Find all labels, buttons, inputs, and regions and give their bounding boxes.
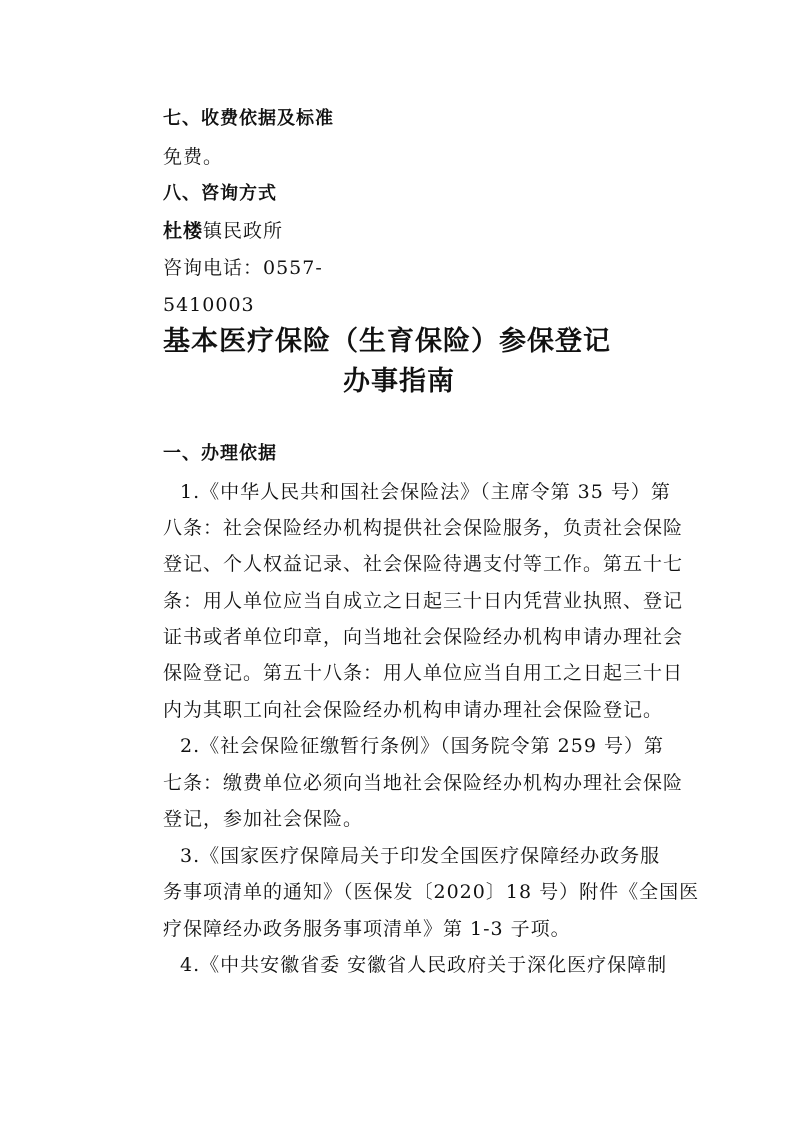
basis-item-1-line: 条：用人单位应当自成立之日起三十日内凭营业执照、登记 xyxy=(163,590,684,612)
basis-item-1-line: 1.《中华人民共和国社会保险法》（主席令第 35 号）第 xyxy=(180,481,671,503)
consult-org xyxy=(163,220,283,242)
basis-item-2-line: 登记，参加社会保险。 xyxy=(163,808,364,830)
basis-item-1-line: 登记、个人权益记录、社会保险待遇支付等工作。第五十七 xyxy=(163,553,684,575)
section-8-heading: 八、咨询方式 xyxy=(163,183,277,204)
basis-item-4-line: 4.《中共安徽省委 安徽省人民政府关于深化医疗保障制 xyxy=(180,954,668,976)
consult-org-rest: 镇民政所 xyxy=(203,220,284,242)
consult-phone-line2: 5410003 xyxy=(163,294,255,316)
basis-item-1-line: 保险登记。第五十八条：用人单位应当自用工之日起三十日 xyxy=(163,662,684,684)
section-7-heading: 七、收费依据及标准 xyxy=(163,108,334,129)
basis-item-2-line: 七条：缴费单位必须向当地社会保险经办机构办理社会保险 xyxy=(163,772,684,794)
basis-item-1-line: 证书或者单位印章，向当地社会保险经办机构申请办理社会 xyxy=(163,626,684,648)
basis-item-2-line: 2.《社会保险征缴暂行条例》（国务院令第 259 号）第 xyxy=(180,735,664,757)
section-1-heading: 一、办理依据 xyxy=(163,443,277,464)
consult-phone-line1: 咨询电话：0557- xyxy=(163,257,323,279)
basis-item-3-line: 务事项清单的通知》（医保发〔2020〕18 号）附件《全国医 xyxy=(163,881,700,903)
document-title-line2: 办事指南 xyxy=(343,366,455,397)
document-title-line1: 基本医疗保险（生育保险）参保登记 xyxy=(163,326,611,357)
basis-item-3-line: 疗保障经办政务服务事项清单》第 1-3 子项。 xyxy=(163,918,571,940)
basis-item-1-line: 八条：社会保险经办机构提供社会保险服务，负责社会保险 xyxy=(163,517,684,539)
section-7-text: 免费。 xyxy=(163,146,224,168)
basis-item-3-line: 3.《国家医疗保障局关于印发全国医疗保障经办政务服 xyxy=(180,845,661,867)
consult-org-bold: 杜楼 xyxy=(163,220,204,242)
basis-item-1-line: 内为其职工向社会保险经办机构申请办理社会保险登记。 xyxy=(163,699,664,721)
